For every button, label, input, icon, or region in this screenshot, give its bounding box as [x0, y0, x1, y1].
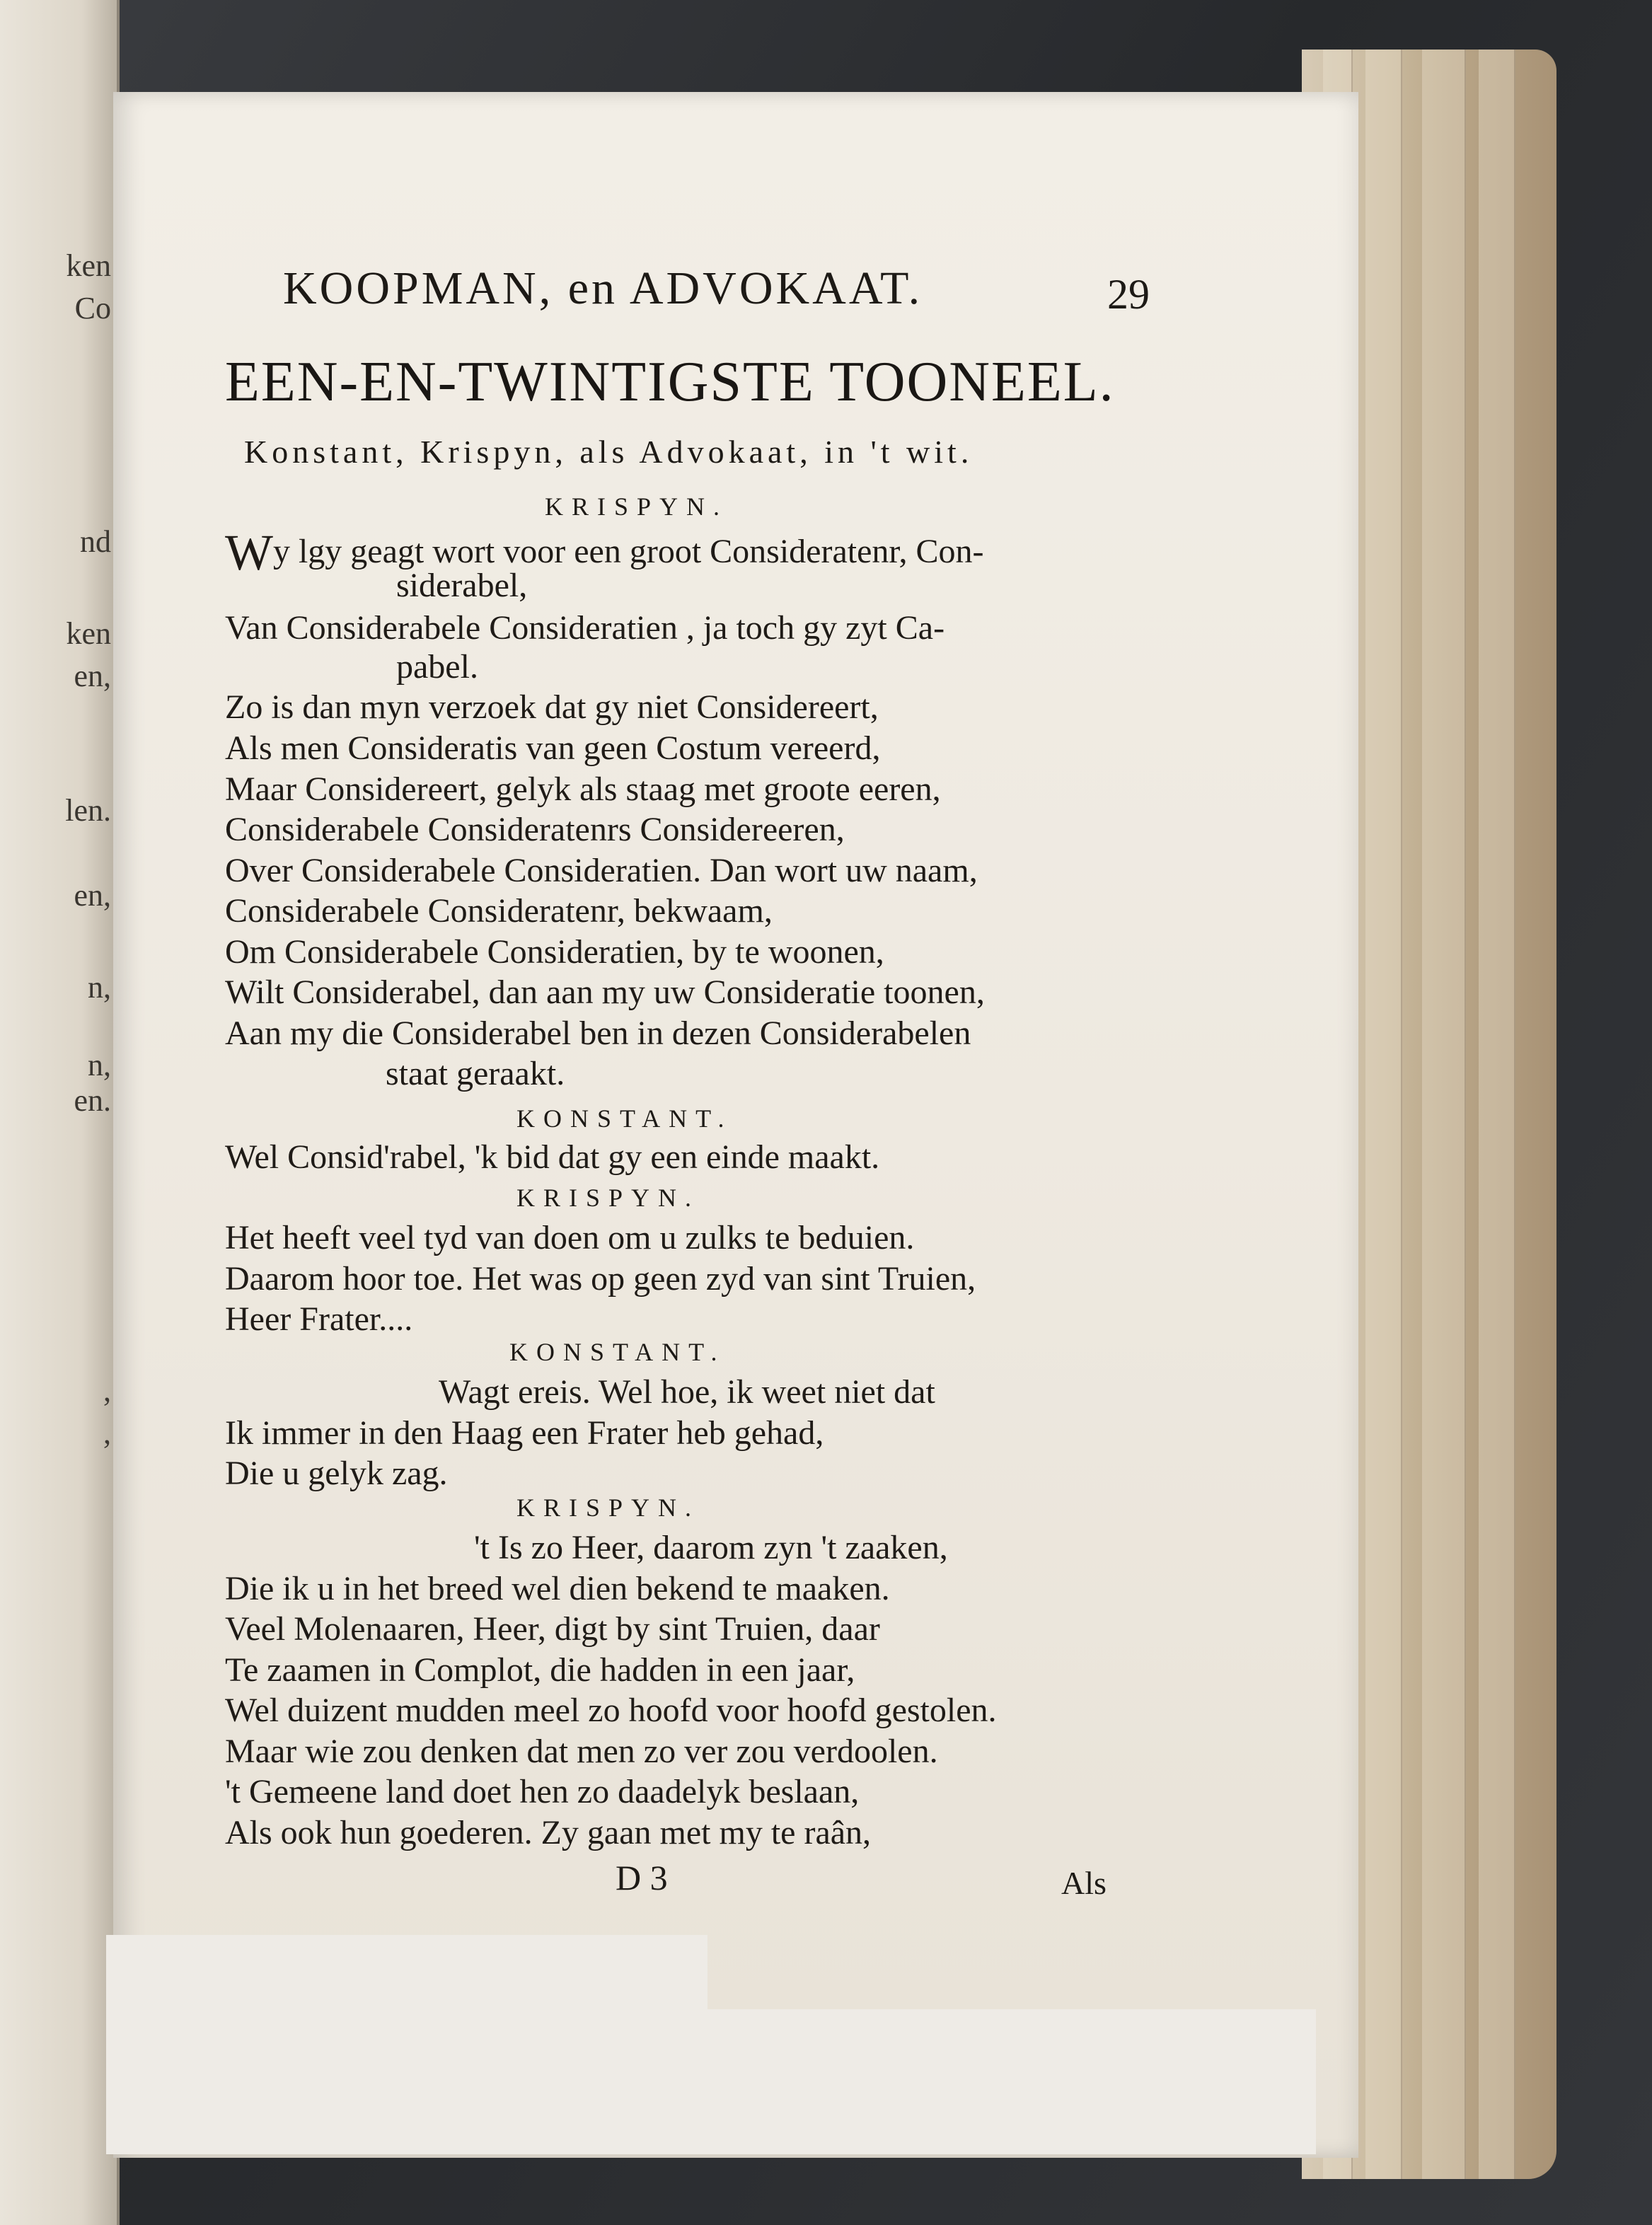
speaker-krispyn: KRISPYN. [516, 1184, 700, 1212]
scene-title: EEN-EN-TWINTIGSTE TOONEEL. [225, 351, 1115, 413]
page-number: 29 [1107, 271, 1150, 318]
verse-line-text: y lgy geagt wort voor een groot Consideratenr, Con- [272, 533, 984, 570]
left-margin-fragment: en, [74, 659, 111, 693]
running-title: KOOPMAN, en ADVOKAAT. [283, 262, 923, 314]
verse-line: Het heeft veel tyd van doen om u zulks te beduien. [225, 1219, 915, 1256]
verse-line [225, 524, 984, 581]
verse-line: Considerabele Consideratenrs Considereeren, [225, 811, 845, 848]
left-margin-fragment: n, [88, 1048, 111, 1082]
drop-cap: W [225, 524, 273, 581]
left-margin-fragment: , [103, 1416, 111, 1450]
cast-list: Konstant, Krispyn, als Advokaat, in 't wit. [244, 434, 974, 470]
left-margin-fragment: ken [66, 248, 111, 283]
left-margin-fragment: ken [66, 616, 111, 651]
left-margin-fragment: n, [88, 970, 111, 1005]
left-margin-fragment: nd [80, 524, 111, 559]
facing-left-page [0, 0, 120, 2225]
verse-line: Om Considerabele Consideratien, by te woonen, [225, 933, 884, 971]
verse-line: Wilt Considerabel, dan aan my uw Consideratie toonen, [225, 973, 985, 1011]
redaction-box [679, 2009, 1316, 2154]
verse-line: 't Gemeene land doet hen zo daadelyk beslaan, [225, 1773, 860, 1810]
verse-line: Die ik u in het breed wel dien bekend te maaken. [225, 1570, 890, 1607]
speaker-krispyn: KRISPYN. [545, 492, 729, 521]
verse-line: 't Is zo Heer, daarom zyn 't zaaken, [474, 1529, 948, 1566]
verse-line: Daarom hoor toe. Het was op geen zyd van sint Truien, [225, 1260, 976, 1298]
verse-line: staat geraakt. [386, 1055, 565, 1092]
left-margin-fragment: len. [65, 793, 111, 828]
verse-line: Te zaamen in Complot, die hadden in een jaar, [225, 1651, 855, 1689]
catchword: Als [1061, 1865, 1107, 1901]
verse-line: Maar Considereert, gelyk als staag met groote eeren, [225, 770, 941, 808]
verse-line: Maar wie zou denken dat men zo ver zou verdoolen. [225, 1733, 938, 1770]
verse-line: Zo is dan myn verzoek dat gy niet Considereert, [225, 688, 879, 726]
verse-line: Als men Consideratis van geen Costum vereerd, [225, 729, 881, 767]
speaker-konstant: KONSTANT. [509, 1338, 726, 1366]
left-margin-fragment: en. [74, 1083, 111, 1118]
left-margin-fragment: , [103, 1373, 111, 1408]
speaker-konstant: KONSTANT. [516, 1104, 733, 1133]
verse-line: Veel Molenaaren, Heer, digt by sint Truien, daar [225, 1610, 880, 1648]
speaker-krispyn: KRISPYN. [516, 1493, 700, 1522]
verse-line: Wel duizent mudden meel zo hoofd voor hoofd gestolen. [225, 1692, 997, 1729]
left-margin-fragment: Co [74, 291, 111, 325]
verse-line: Als ook hun goederen. Zy gaan met my te raân, [225, 1814, 872, 1851]
verse-line: Heer Frater.... [225, 1300, 413, 1338]
verse-line: Van Considerabele Consideratien , ja toch gy zyt Ca- [225, 609, 945, 647]
verse-line: Die u gelyk zag. [225, 1455, 448, 1492]
redaction-box [106, 1935, 707, 2154]
verse-line: Aan my die Considerabel ben in dezen Considerabelen [225, 1015, 971, 1052]
left-margin-fragment: en, [74, 878, 111, 913]
verse-line: siderabel, [396, 567, 528, 604]
verse-line: Wel Consid'rabel, 'k bid dat gy een einde maakt. [225, 1138, 880, 1176]
verse-line: Considerabele Consideratenr, bekwaam, [225, 892, 773, 930]
verse-line: Ik immer in den Haag een Frater heb gehad, [225, 1414, 824, 1452]
signature-mark: D 3 [616, 1858, 668, 1897]
verse-line: Over Considerabele Consideratien. Dan wort uw naam, [225, 852, 978, 889]
verse-line: Wagt ereis. Wel hoe, ik weet niet dat [439, 1373, 935, 1411]
verse-line: pabel. [396, 648, 478, 686]
